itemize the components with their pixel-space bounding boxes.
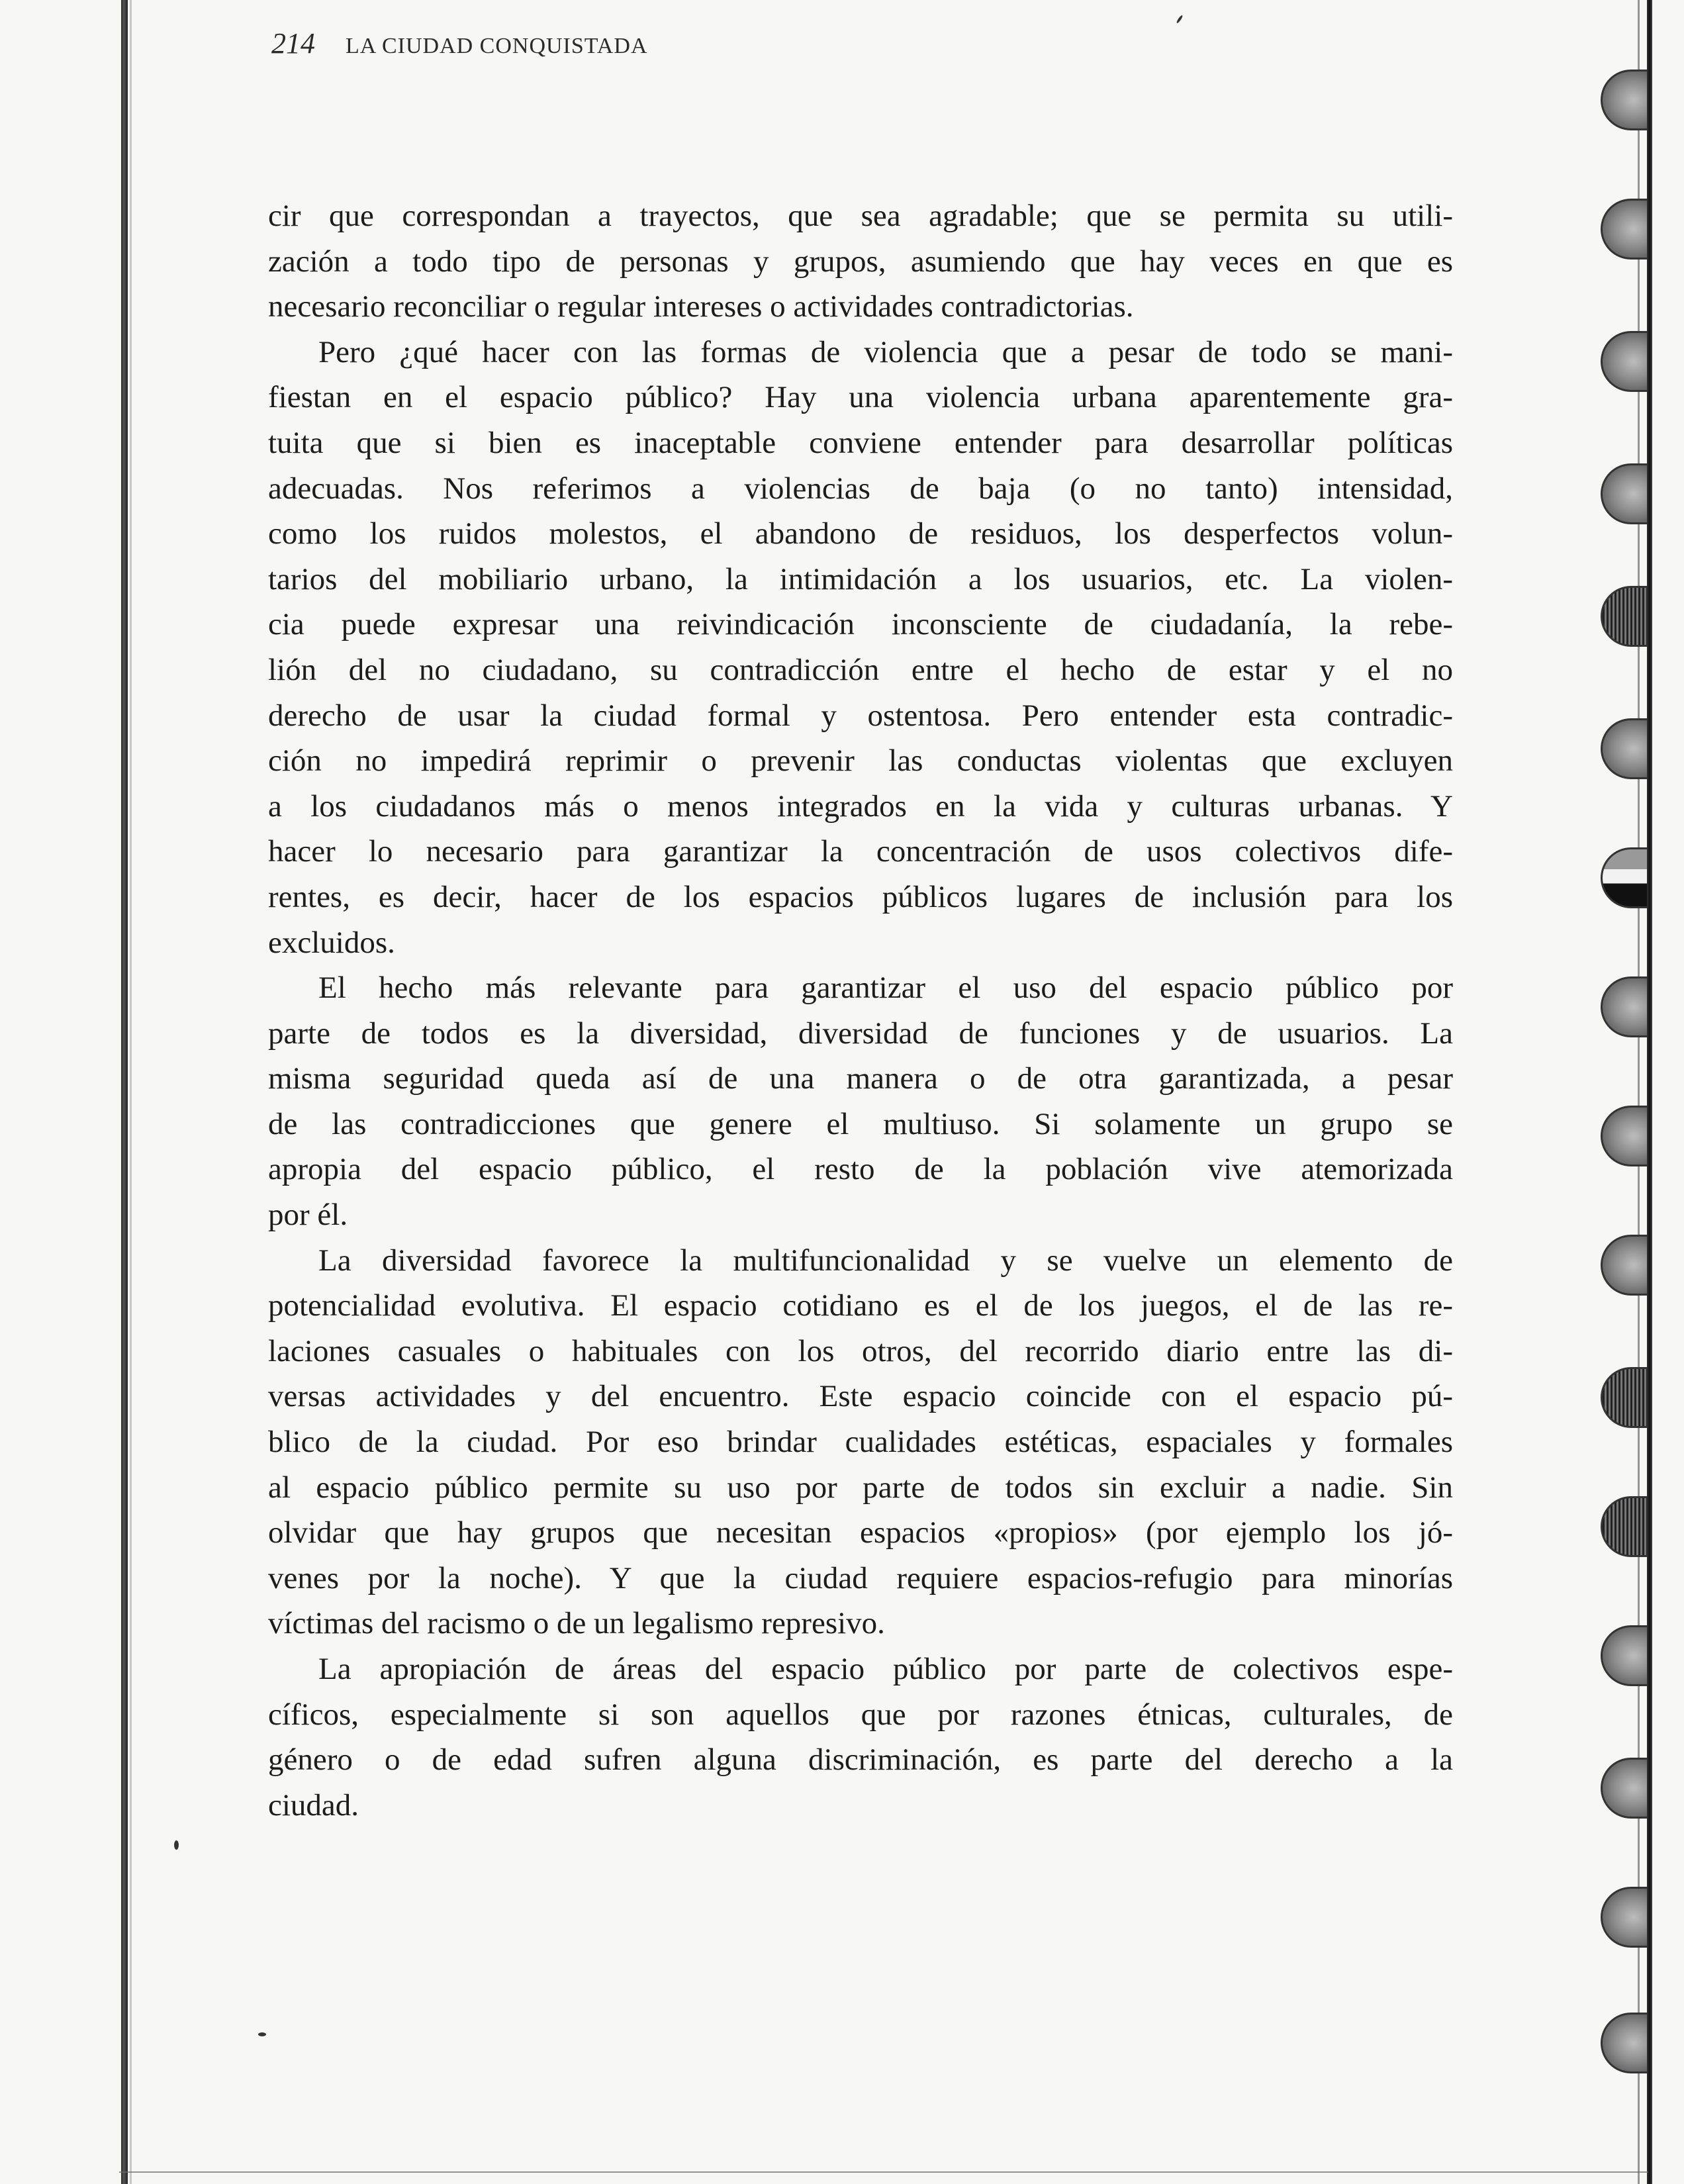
binding-ring	[1601, 1496, 1647, 1557]
text-line: excluidos.	[268, 925, 395, 960]
text-line: al espacio público permite su uso por parte de todos sin excluir a nadie. Sin	[268, 1470, 1453, 1505]
scan-edge-left	[121, 0, 128, 2184]
text-line: derecho de usar la ciudad formal y ostentosa. Pero entender esta contradic-	[268, 698, 1453, 733]
text-line: hacer lo necesario para garantizar la concentración de usos colectivos dife-	[268, 834, 1453, 869]
binding-ring	[1601, 331, 1647, 392]
text-line: misma seguridad queda así de una manera o de otra garantizada, a pesar	[268, 1061, 1453, 1096]
binding-ring	[1601, 847, 1647, 908]
text-line: a los ciudadanos más o menos integrados en la vida y culturas urbanas. Y	[268, 788, 1453, 824]
text-line: El hecho más relevante para garantizar el uso del espacio público por	[318, 971, 1453, 1006]
text-line: víctimas del racismo o de un legalismo represivo.	[268, 1606, 885, 1641]
text-line: blico de la ciudad. Por eso brindar cualidades estéticas, espaciales y formales	[268, 1425, 1453, 1460]
binding-ring	[1601, 976, 1647, 1037]
page-number: 214	[271, 27, 315, 60]
text-line: versas actividades y del encuentro. Este espacio coincide con el espacio pú-	[268, 1379, 1453, 1414]
text-line: necesario reconciliar o regular intereses o actividades contradictorias.	[268, 289, 1134, 324]
text-line: fiestan en el espacio público? Hay una violencia urbana aparentemente gra-	[268, 380, 1453, 415]
binding-ring	[1601, 586, 1647, 647]
binding-ring	[1601, 1235, 1647, 1296]
scan-speck	[258, 2032, 266, 2036]
binding-ring	[1601, 70, 1647, 130]
scan-edge-right-shadow	[1638, 0, 1640, 2184]
text-line: potencialidad evolutiva. El espacio cotidiano es el de los juegos, el de las re-	[268, 1288, 1453, 1323]
binding-ring	[1601, 463, 1647, 524]
text-line: Pero ¿qué hacer con las formas de violencia que a pesar de todo se mani-	[318, 334, 1453, 369]
scan-bottom-edge	[119, 2171, 1648, 2173]
text-line: parte de todos es la diversidad, diversidad de funciones y de usuarios. La	[268, 1016, 1453, 1051]
text-line: venes por la noche). Y que la ciudad requiere espacios-refugio para minorías	[268, 1560, 1453, 1595]
binding-ring	[1601, 1106, 1647, 1166]
text-line: ciudad.	[268, 1787, 359, 1823]
text-line: adecuadas. Nos referimos a violencias de baja (o no tanto) intensidad,	[268, 471, 1453, 506]
text-line: zación a todo tipo de personas y grupos, asumiendo que hay veces en que es	[268, 244, 1453, 279]
scan-speck	[174, 1840, 179, 1850]
text-line: rentes, es decir, hacer de los espacios públicos lugares de inclusión para los	[268, 879, 1453, 914]
body-text	[268, 193, 1453, 1828]
text-line: tuita que si bien es inaceptable conviene entender para desarrollar políticas	[268, 425, 1453, 460]
text-line: por él.	[268, 1198, 348, 1233]
running-head-title: LA CIUDAD CONQUISTADA	[346, 34, 648, 58]
binding-ring	[1601, 2013, 1647, 2073]
binding-ring	[1601, 718, 1647, 779]
text-line: ción no impedirá reprimir o prevenir las conductas violentas que excluyen	[268, 743, 1453, 779]
text-line: cia puede expresar una reivindicación inconsciente de ciudadanía, la rebe-	[268, 607, 1453, 642]
binding-ring	[1601, 1758, 1647, 1819]
scan-edge-right	[1647, 0, 1652, 2184]
scan-edge-left-shadow	[130, 0, 132, 2184]
text-line: olvidar que hay grupos que necesitan espacios «propios» (por ejemplo los jó-	[268, 1515, 1453, 1550]
text-line: lión del no ciudadano, su contradicción entre el hecho de estar y el no	[268, 652, 1453, 687]
text-line: apropia del espacio público, el resto de la población vive atemorizada	[268, 1152, 1453, 1187]
text-line: como los ruidos molestos, el abandono de residuos, los desperfectos volun-	[268, 516, 1453, 551]
running-head	[271, 26, 648, 66]
binding-ring	[1601, 199, 1647, 260]
text-line: La apropiación de áreas del espacio público por parte de colectivos espe-	[318, 1652, 1453, 1686]
binding-ring	[1601, 1887, 1647, 1948]
text-line: tarios del mobiliario urbano, la intimidación a los usuarios, etc. La violen-	[268, 561, 1453, 596]
binding-ring	[1601, 1625, 1647, 1686]
text-line: laciones casuales o habituales con los otros, del recorrido diario entre las di-	[268, 1333, 1453, 1368]
text-line: de las contradicciones que genere el multiuso. Si solamente un grupo se	[268, 1106, 1453, 1141]
scan-speck	[1176, 15, 1183, 24]
text-line: cíficos, especialmente si son aquellos que por razones étnicas, culturales, de	[268, 1697, 1453, 1732]
text-line: La diversidad favorece la multifuncionalidad y se vuelve un elemento de	[318, 1243, 1453, 1278]
text-line: cir que correspondan a trayectos, que sea agradable; que se permita su utili-	[268, 199, 1453, 233]
text-line: género o de edad sufren alguna discriminación, es parte del derecho a la	[268, 1742, 1453, 1778]
binding-ring	[1601, 1367, 1647, 1428]
